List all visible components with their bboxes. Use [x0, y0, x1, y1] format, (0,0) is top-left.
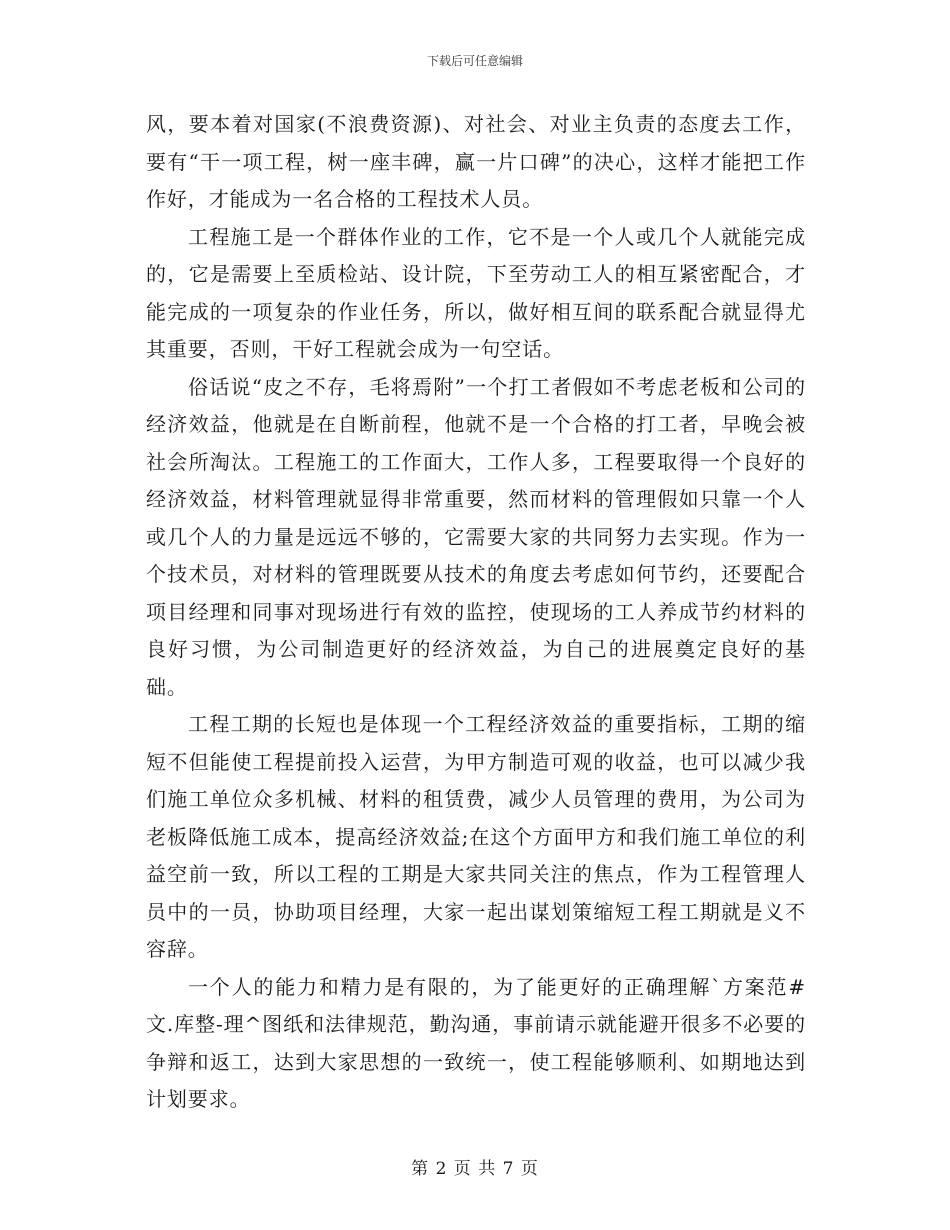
page-number: 第 2 页 共 7 页: [411, 1159, 539, 1179]
paragraph-5: 一个人的能力和精力是有限的，为了能更好的正确理解`方案范#文.库整-理^图纸和法律规范，勤沟通，事前请示就能避开很多不必要的争辩和返工，达到大家思想的一致统一，使工程能够顺利、如期地达到计划要求。: [146, 974, 806, 1111]
document-body: [146, 106, 806, 1119]
paragraph-2: 工程施工是一个群体作业的工作，它不是一个人或几个人就能完成的，它是需要上至质检站、设计院，下至劳动工人的相互紧密配合，才能完成的一项复杂的作业任务，所以，做好相互间的联系配合就显得尤其重要，否则，干好工程就会成为一句空话。: [146, 224, 806, 361]
paragraph-4: 工程工期的长短也是体现一个工程经济效益的重要指标，工期的缩短不但能使工程提前投入运营，为甲方制造可观的收益，也可以减少我们施工单位众多机械、材料的租赁费，减少人员管理的费用，为公司为老板降低施工成本，提高经济效益;在这个方面甲方和我们施工单位的利益空前一致，所以工程的工期是大家共同关注的焦点，作为工程管理人员中的一员，协助项目经理，大家一起出谋划策缩短工程工期就是义不容辞。: [146, 712, 806, 961]
paragraph-3: 俗话说“皮之不存，毛将焉附”一个打工者假如不考虑老板和公司的经济效益，他就是在自断前程，他就不是一个合格的打工者，早晚会被社会所淘汰。工程施工的工作面大，工作人多，工程要取得一个良好的经济效益，材料管理就显得非常重要，然而材料的管理假如只靠一个人或几个人的力量是远远不够的，它需要大家的共同努力去实现。作为一个技术员，对材料的管理既要从技术的角度去考虑如何节约，还要配合项目经理和同事对现场进行有效的监控，使现场的工人养成节约材料的良好习惯，为公司制造更好的经济效益，为自己的进展奠定良好的基础。: [146, 374, 806, 699]
paragraph-1: 风，要本着对国家(不浪费资源)、对社会、对业主负责的态度去工作，要有“干一项工程，树一座丰碑，赢一片口碑”的决心，这样才能把工作作好，才能成为一名合格的工程技术人员。: [146, 112, 806, 211]
page-header: 下载后可任意编辑: [426, 54, 523, 68]
